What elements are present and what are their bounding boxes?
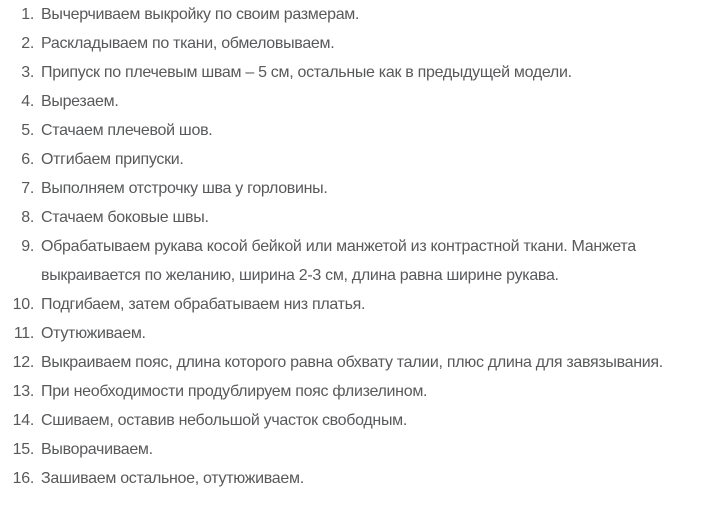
list-item-text: Отгибаем припуски. (41, 151, 184, 168)
list-item-text: Выворачиваем. (41, 441, 153, 458)
list-item-number: 10. (12, 296, 34, 313)
list-item (4, 232, 696, 290)
list-item-number: 1. (21, 6, 34, 23)
list-item-number: 12. (12, 354, 34, 371)
list-item (4, 435, 696, 464)
list-item-text: Отутюживаем. (41, 325, 146, 342)
list-item (4, 290, 696, 319)
list-item (4, 29, 696, 58)
list-item-number: 11. (13, 325, 34, 342)
list-item (4, 203, 696, 232)
list-item-number: 3. (21, 64, 34, 81)
list-item-text: Вычерчиваем выкройку по своим размерам. (41, 6, 360, 23)
list-item (4, 116, 696, 145)
list-item-text: Сшиваем, оставив небольшой участок свободным. (41, 412, 407, 429)
list-item (4, 0, 696, 29)
list-item-text: При необходимости продублируем пояс флизелином. (41, 383, 428, 400)
list-item-number: 4. (21, 93, 34, 110)
list-item-number: 16. (12, 470, 34, 487)
list-item (4, 406, 696, 435)
list-item-number: 14. (12, 412, 34, 429)
list-item-number: 2. (21, 35, 34, 52)
list-item-text: Раскладываем по ткани, обмеловываем. (41, 35, 335, 52)
list-item (4, 464, 696, 493)
list-item-number: 9. (21, 238, 34, 255)
list-item-number: 13. (12, 383, 34, 400)
list-item (4, 58, 696, 87)
list-item-text: Стачаем плечевой шов. (41, 122, 213, 139)
list-item-number: 7. (21, 180, 34, 197)
list-item-text: Припуск по плечевым швам – 5 см, остальные как в предыдущей модели. (41, 64, 572, 81)
list-item (4, 319, 696, 348)
list-item-number: 6. (21, 151, 34, 168)
list-item-number: 5. (21, 122, 34, 139)
list-item-number: 15. (12, 441, 34, 458)
list-item-text: Обрабатываем рукава косой бейкой или манжетой из контрастной ткани. Манжета выкраивается по желанию, ширина 2-3 см, длина равна ширине рукава. (41, 238, 636, 284)
list-item (4, 348, 696, 377)
list-item (4, 87, 696, 116)
list-item-text: Подгибаем, затем обрабатываем низ платья. (41, 296, 366, 313)
list-item-text: Выполняем отстрочку шва у горловины. (41, 180, 328, 197)
list-item (4, 377, 696, 406)
list-item-number: 8. (21, 209, 34, 226)
list-item-text: Стачаем боковые швы. (41, 209, 209, 226)
list-item (4, 145, 696, 174)
list-item (4, 174, 696, 203)
list-item-text: Зашиваем остальное, отутюживаем. (41, 470, 304, 487)
list-item-text: Выкраиваем пояс, длина которого равна обхвату талии, плюс длина для завязывания. (41, 354, 663, 371)
list-item-text: Вырезаем. (41, 93, 119, 110)
